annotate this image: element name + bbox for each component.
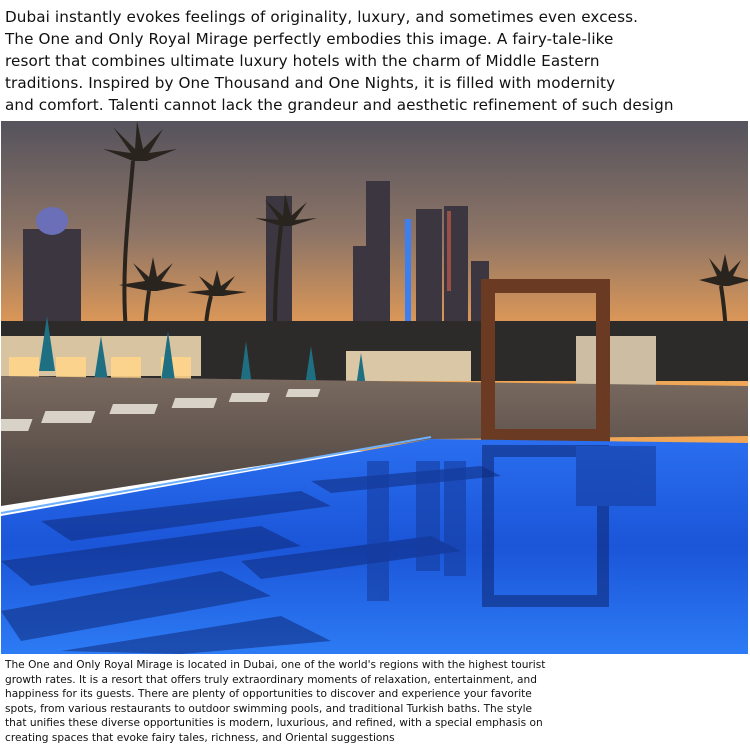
outro-line: spots, from various restaurants to outdoor swimming pools, and traditional Turkish baths. The style — [5, 702, 533, 715]
intro-line: Dubai instantly evokes feelings of originality, luxury, and sometimes even excess. — [5, 8, 639, 26]
resort-pool-photo — [1, 121, 748, 654]
photo-illustration — [1, 121, 748, 654]
outro-line: The One and Only Royal Mirage is located in Dubai, one of the world's regions with the highest tourist — [5, 659, 546, 671]
intro-line: and comfort. Talenti cannot lack the grandeur and aesthetic refinement of such design — [5, 96, 674, 114]
outro-line: creating spaces that evoke fairy tales, richness, and Oriental suggestions — [5, 731, 395, 744]
intro-line: resort that combines ultimate luxury hotels with the charm of Middle Eastern — [5, 52, 600, 70]
outro-paragraph — [5, 658, 747, 746]
intro-line: traditions. Inspired by One Thousand and One Nights, it is filled with modernity — [5, 74, 616, 92]
outro-line: that unifies these diverse opportunities is modern, luxurious, and refined, with a special emphasis on — [5, 717, 543, 730]
outro-line: growth rates. It is a resort that offers truly extraordinary moments of relaxation, entertainment, and — [5, 673, 537, 686]
intro-line: The One and Only Royal Mirage perfectly embodies this image. A fairy-tale-like — [5, 30, 614, 48]
intro-paragraph — [5, 6, 747, 116]
outro-line: happiness for its guests. There are plenty of opportunities to discover and experience your favorite — [5, 688, 532, 701]
